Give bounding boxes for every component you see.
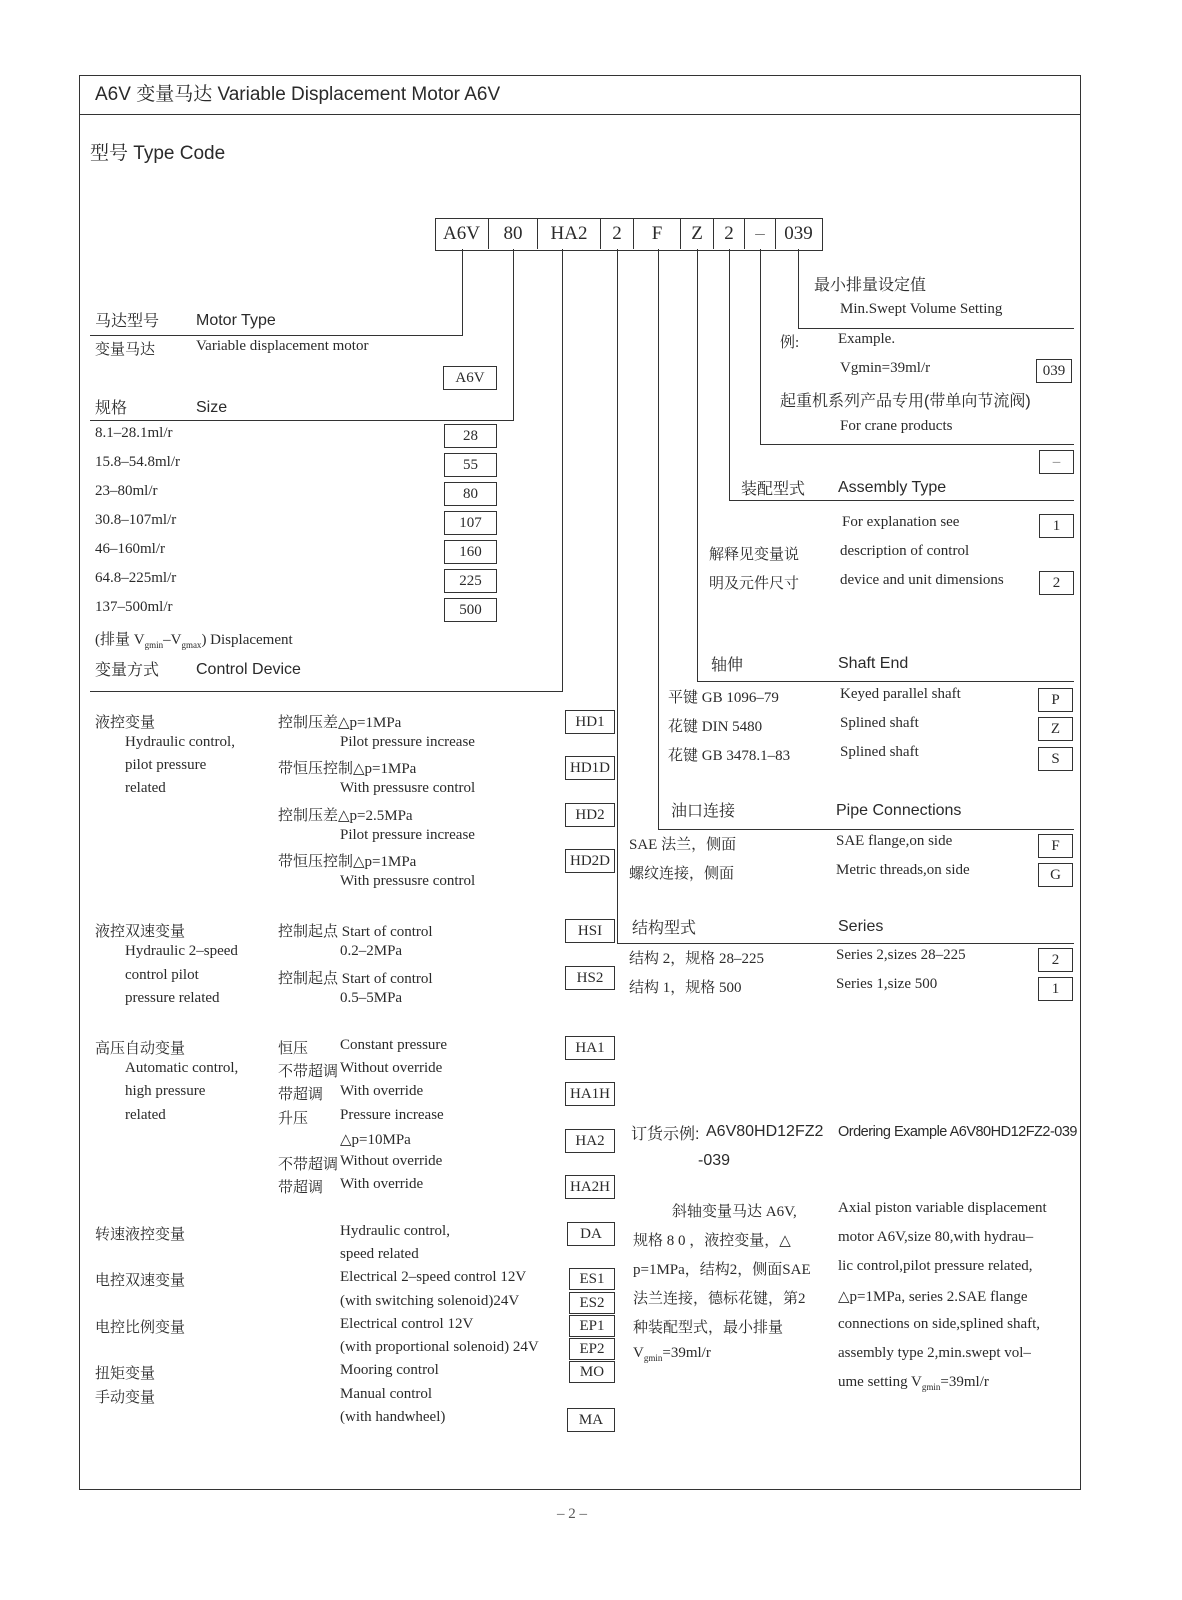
assembly-zh-note: 明及元件尺寸 (709, 576, 800, 592)
order-zh-line: p=1MPa，结构2，侧面SAE (633, 1262, 811, 1278)
hyd-zh: 液控变量 (95, 715, 156, 731)
connector-assembly (729, 249, 730, 500)
size-row: 64.8–225ml/r (95, 570, 177, 586)
control-en: Control Device (196, 661, 301, 678)
hyd-row: With pressusre control (340, 780, 476, 796)
hyd2-en: control pilot (125, 967, 199, 983)
size-row: 23–80ml/r (95, 483, 158, 499)
hyd-code: HD2 (565, 803, 615, 827)
ma-zh: 手动变量 (95, 1390, 156, 1406)
speed-code: DA (567, 1222, 615, 1246)
series-zh: 结构型式 (632, 920, 697, 937)
e2-code: ES1 (569, 1268, 615, 1290)
connector-size (513, 249, 514, 421)
order-en-line: assembly type 2,min.swept vol– (838, 1345, 1031, 1361)
auto-code: HA2 (565, 1129, 615, 1153)
hyd-en: Hydraulic control, (125, 734, 235, 750)
auto-row-en: Without override (340, 1060, 443, 1076)
assembly-zh: 装配型式 (741, 481, 806, 498)
connector-shaft (697, 249, 698, 681)
shaft-row-en: Keyed parallel shaft (840, 686, 961, 702)
connector-crane (760, 249, 761, 444)
hyd-row: 控制压差△p=2.5MPa (278, 808, 413, 824)
speed-zh: 转速液控变量 (95, 1227, 186, 1243)
auto-code: HA1 (565, 1036, 615, 1060)
order-zh-line: 斜轴变量马达 A6V, (672, 1204, 797, 1220)
code-cell-crane: – (745, 219, 776, 249)
hyd-row: 控制压差△p=1MPa (278, 715, 402, 731)
auto-row-zh: 不带超调 (278, 1157, 339, 1173)
series-en: Series (838, 918, 884, 935)
order-en: Ordering Example A6V80HD12FZ2-039 (838, 1124, 1077, 1140)
pipe-row-zh: 螺纹连接，侧面 (629, 866, 735, 882)
pipe-row-zh: SAE 法兰，侧面 (629, 837, 737, 853)
mo-en: Mooring control (340, 1362, 439, 1378)
pipe-row-en: Metric threads,on side (836, 862, 970, 878)
auto-code: HA1H (565, 1082, 615, 1106)
hyd2-row: 0.2–2MPa (340, 943, 403, 959)
assembly-en-note: For explanation see (842, 514, 960, 530)
size-code: 107 (444, 511, 497, 535)
e2-zh: 电控双速变量 (95, 1273, 186, 1289)
auto-en: related (125, 1107, 166, 1123)
shaft-row-zh: 平键 GB 1096–79 (668, 690, 779, 706)
example-zh: 例: (780, 335, 800, 351)
crane-code: – (1039, 450, 1074, 474)
page-number: – 2 – (557, 1506, 587, 1522)
speed-en: Hydraulic control, (340, 1223, 450, 1239)
shaft-row-en: Splined shaft (840, 744, 919, 760)
series-row-en: Series 2,sizes 28–225 (836, 947, 966, 963)
auto-row-zh: 带超调 (278, 1087, 324, 1103)
auto-row-zh: 带超调 (278, 1180, 324, 1196)
pipe-code: G (1038, 863, 1073, 887)
example-code: 039 (1036, 359, 1072, 383)
assembly-en-note: description of control (840, 543, 970, 559)
assembly-en-note: device and unit dimensions (840, 572, 1004, 588)
e2-code: ES2 (569, 1292, 615, 1314)
connector-series (617, 249, 618, 943)
ma-code: MA (567, 1408, 615, 1432)
shaft-row-zh: 花键 DIN 5480 (668, 719, 763, 735)
pipe-en: Pipe Connections (836, 802, 962, 819)
mo-zh: 扭矩变量 (95, 1366, 156, 1382)
auto-row-zh: 升压 (278, 1111, 309, 1127)
shaft-row-en: Splined shaft (840, 715, 919, 731)
pipe-row-en: SAE flange,on side (836, 833, 953, 849)
hyd-code: HD1 (565, 710, 615, 734)
order-en-line: lic control,pilot pressure related, (838, 1258, 1033, 1274)
hyd-code: HD1D (565, 756, 615, 780)
ep-en: (with proportional solenoid) 24V (340, 1339, 539, 1355)
auto-row-en: With override (340, 1083, 424, 1099)
shaft-row-zh: 花键 GB 3478.1–83 (668, 748, 791, 764)
size-code: 55 (444, 453, 497, 477)
hyd2-en: pressure related (125, 990, 220, 1006)
page-title: A6V 变量马达 Variable Displacement Motor A6V (95, 84, 501, 105)
order-en-value: ume setting $V_{gmin}=39ml/r$ (838, 1374, 989, 1392)
hyd2-code: HS2 (565, 966, 615, 990)
assembly-en: Assembly Type (838, 479, 947, 496)
hyd2-zh: 液控双速变量 (95, 924, 186, 940)
order-zh-line: 种装配型式，最小排量 (633, 1320, 784, 1336)
connector-min-swept (798, 249, 799, 328)
size-row: 137–500ml/r (95, 599, 173, 615)
header-divider (79, 114, 1080, 115)
auto-row-en: Constant pressure (340, 1037, 448, 1053)
shaft-code: P (1038, 688, 1073, 712)
auto-en: Automatic control, (125, 1060, 239, 1076)
motor-type-zh: 马达型号 (95, 313, 160, 330)
shaft-code: S (1038, 747, 1073, 771)
pipe-zh: 油口连接 (671, 803, 736, 820)
size-zh: 规格 (95, 400, 128, 417)
e2-en: Electrical 2–speed control 12V (340, 1269, 527, 1285)
order-en-line: motor A6V,size 80,with hydrau– (838, 1229, 1034, 1245)
code-cell-size: 80 (489, 219, 538, 249)
order-zh-code: A6V80HD12FZ2 (706, 1123, 824, 1140)
series-row-zh: 结构 1，规格 500 (629, 980, 742, 996)
min-swept-en: Min.Swept Volume Setting (840, 301, 1003, 317)
order-en-line: △p=1MPa, series 2.SAE flange (838, 1289, 1028, 1305)
ep-code: EP1 (569, 1315, 615, 1337)
assembly-code: 2 (1039, 571, 1074, 595)
hyd-code: HD2D (565, 849, 615, 873)
connector-pipe (658, 249, 659, 829)
auto-row-zh: 不带超调 (278, 1064, 339, 1080)
example-value: Vgmin=39ml/r (840, 360, 931, 376)
size-code: 80 (444, 482, 497, 506)
hyd2-code: HSI (565, 919, 615, 943)
motor-type-row-zh: 变量马达 (95, 342, 156, 358)
order-zh-code2: -039 (698, 1152, 731, 1169)
size-row: 46–160ml/r (95, 541, 165, 557)
hyd-row: 带恒压控制△p=1MPa (278, 761, 417, 777)
hyd-row: Pilot pressure increase (340, 734, 475, 750)
auto-zh: 高压自动变量 (95, 1041, 186, 1057)
size-row: 30.8–107ml/r (95, 512, 177, 528)
ep-en: Electrical control 12V (340, 1316, 474, 1332)
order-zh-value: $V_{gmin}=39ml/r$ (633, 1345, 711, 1363)
motor-type-row-en: Variable displacement motor (196, 338, 369, 354)
series-code: 2 (1038, 948, 1073, 972)
hyd-en: pilot pressure (125, 757, 207, 773)
order-zh-label: 订货示例: (631, 1126, 700, 1143)
hyd2-row: 控制起点 Start of control (278, 924, 433, 940)
code-cell-min-swept: 039 (784, 223, 813, 244)
hyd2-row: 控制起点 Start of control (278, 971, 433, 987)
code-cell-shaft: Z (681, 219, 714, 249)
size-code: 500 (444, 598, 497, 622)
assembly-code: 1 (1039, 514, 1074, 538)
hyd2-en: Hydraulic 2–speed (125, 943, 238, 959)
auto-row-en: With override (340, 1176, 424, 1192)
auto-code: HA2H (565, 1175, 615, 1199)
order-zh-line: 法兰连接，德标花键，第2 (633, 1291, 806, 1307)
speed-en: speed related (340, 1246, 419, 1262)
hyd-row: 带恒压控制△p=1MPa (278, 854, 417, 870)
size-code: 160 (444, 540, 497, 564)
displacement-note: (排量 $V_{gmin}-V_{gmax}$) Displacement (95, 632, 293, 650)
series-row-en: Series 1,size 500 (836, 976, 938, 992)
code-cell-assembly: 2 (714, 219, 745, 249)
crane-en: For crane products (840, 418, 953, 434)
auto-row-en: △p=10MPa (340, 1132, 411, 1148)
auto-row-zh: 恒压 (278, 1041, 309, 1057)
e2-en: (with switching solenoid)24V (340, 1293, 520, 1309)
hyd2-row: 0.5–5MPa (340, 990, 403, 1006)
hyd-en: related (125, 780, 166, 796)
ma-en: (with handwheel) (340, 1409, 446, 1425)
size-row: 15.8–54.8ml/r (95, 454, 180, 470)
series-row-zh: 结构 2，规格 28–225 (629, 951, 765, 967)
shaft-zh: 轴伸 (711, 657, 744, 674)
mo-code: MO (569, 1361, 615, 1383)
code-cell-control: HA2 (538, 219, 601, 249)
size-en: Size (196, 399, 228, 416)
code-cell-pipe: F (634, 219, 681, 249)
size-code: 28 (444, 424, 497, 448)
section-title: 型号 Type Code (90, 143, 226, 164)
control-zh: 变量方式 (95, 662, 160, 679)
size-code: 225 (444, 569, 497, 593)
order-en-line: connections on side,splined shaft, (838, 1316, 1041, 1332)
hyd-row: Pilot pressure increase (340, 827, 475, 843)
series-code: 1 (1038, 977, 1073, 1001)
order-zh-line: 规格 8 0 ，液控变量，△ (633, 1233, 791, 1249)
auto-row-en: Pressure increase (340, 1107, 444, 1123)
motor-type-en: Motor Type (196, 312, 276, 329)
code-cell-series-name: A6V (435, 219, 489, 249)
ep-zh: 电控比例变量 (95, 1320, 186, 1336)
example-en: Example. (838, 331, 896, 347)
motor-type-code: A6V (443, 366, 497, 390)
hyd-row: With pressusre control (340, 873, 476, 889)
connector-motor-type (462, 249, 463, 335)
order-en-line: Axial piston variable displacement (838, 1200, 1047, 1216)
min-swept-zh: 最小排量设定值 (814, 277, 927, 294)
pipe-code: F (1038, 834, 1073, 858)
crane-zh: 起重机系列产品专用(带单向节流阀) (780, 393, 1031, 410)
auto-en: high pressure (125, 1083, 206, 1099)
size-row: 8.1–28.1ml/r (95, 425, 173, 441)
shaft-code: Z (1038, 717, 1073, 741)
ep-code: EP2 (569, 1338, 615, 1360)
ma-en: Manual control (340, 1386, 433, 1402)
connector-control (562, 249, 563, 692)
shaft-en: Shaft End (838, 655, 909, 672)
code-cell-series: 2 (601, 219, 634, 249)
assembly-zh-note: 解释见变量说 (709, 547, 800, 563)
auto-row-en: Without override (340, 1153, 443, 1169)
